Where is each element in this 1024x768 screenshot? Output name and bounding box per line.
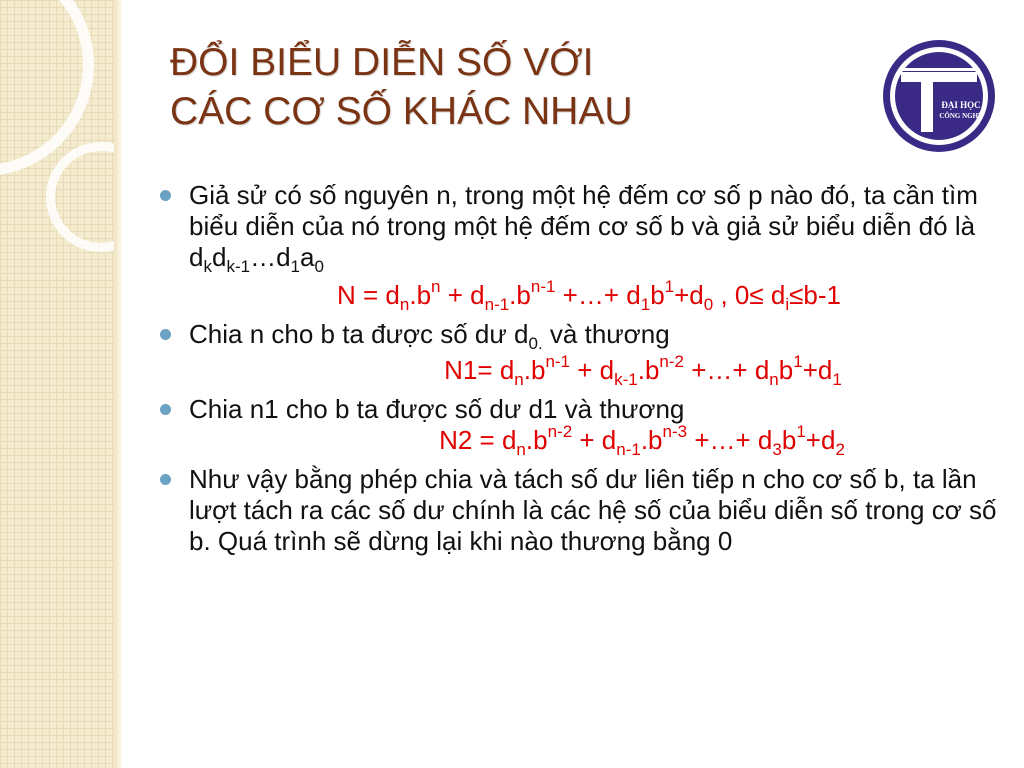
bullet-1-text-part: …d (250, 242, 291, 272)
bullet-2 (160, 319, 1016, 353)
formula-part: .b (509, 280, 531, 310)
formula-part: N = d (337, 280, 400, 310)
superscript: n-1 (530, 277, 556, 296)
formula-part: +d (802, 355, 833, 385)
logo-text-line-1: ĐẠI HỌC (941, 100, 981, 110)
formula-part: ≤b-1 (789, 280, 841, 310)
subscript: 1 (640, 295, 651, 314)
logo-text-line-2: CÔNG NGHỆ (939, 112, 983, 120)
formula-part: +d (805, 425, 836, 455)
formula-part: .b (409, 280, 432, 310)
formula-part: +…+ d (555, 280, 641, 310)
decorative-circle-small (46, 142, 122, 252)
subscript: k (203, 257, 212, 276)
superscript: n-2 (547, 422, 573, 441)
subscript: k-1 (226, 257, 251, 276)
bullet-1-text-part: d (211, 242, 227, 272)
bullet-2-text: Chia n cho b ta được số dư d (189, 319, 529, 349)
slide-content (160, 180, 1016, 564)
formula-part: .b (637, 355, 660, 385)
decorative-side-band (0, 0, 122, 768)
bullet-1-text-part: a (300, 242, 315, 272)
formula-n1 (160, 352, 1016, 389)
formula-part: + d (572, 425, 617, 455)
superscript: n-2 (659, 352, 684, 371)
subscript: n (514, 370, 524, 389)
slide-title (170, 38, 850, 136)
formula-part: N2 = d (439, 425, 517, 455)
subscript: 2 (835, 440, 845, 459)
formula-part: +…+ d (687, 425, 773, 455)
formula-part: b (781, 425, 797, 455)
bullet-3-text: Chia n1 cho b ta được số dư d1 và thương (189, 394, 685, 424)
formula-part: N1= d (444, 355, 515, 385)
subscript: n (399, 295, 410, 314)
subscript: n (769, 370, 779, 389)
formula-part: + d (440, 280, 485, 310)
bullet-4-text: Như vậy bằng phép chia và tách số dư liên tiếp n cho cơ số b, ta lần lượt tách ra các số dư chính là các hệ số của biểu diễn số trong cơ số b. Quá trình sẽ dừng lại khi nào thương bằng 0 (189, 464, 997, 556)
subscript: n (516, 440, 526, 459)
formula-n (160, 277, 1016, 314)
formula-part: +…+ d (684, 355, 770, 385)
formula-part: b (650, 280, 665, 310)
formula-part: .b (523, 355, 546, 385)
bullet-dot-icon (160, 404, 171, 415)
subscript: 3 (772, 440, 782, 459)
formula-part: b (778, 355, 794, 385)
bullet-2-text-tail: và thương (542, 319, 670, 349)
superscript: 1 (664, 277, 675, 296)
bullet-dot-icon (160, 190, 171, 201)
title-line-2: CÁC CƠ SỐ KHÁC NHAU (170, 90, 633, 133)
bullet-4 (160, 464, 1016, 557)
superscript: 1 (796, 422, 806, 441)
subscript: 0. (528, 334, 543, 353)
formula-part: , 0≤ d (713, 280, 786, 310)
superscript: n-3 (662, 422, 688, 441)
subscript: i (785, 295, 790, 314)
formula-part: .b (525, 425, 548, 455)
subscript: n-1 (616, 440, 641, 459)
band-edge (114, 0, 122, 768)
subscript: 1 (290, 257, 300, 276)
superscript: n-1 (545, 352, 571, 371)
formula-part: + d (570, 355, 615, 385)
bullet-dot-icon (160, 474, 171, 485)
bullet-1-text: Giả sử có số nguyên n, trong một hệ đếm cơ số p nào đó, ta cần tìm biểu diễn của nó trong một hệ đếm cơ số b và giả sử biểu diễn đó là d (189, 180, 978, 272)
formula-part: .b (640, 425, 663, 455)
formula-n2 (160, 422, 1016, 459)
superscript: 1 (793, 352, 803, 371)
bullet-dot-icon (160, 329, 171, 340)
university-logo-icon (881, 38, 997, 154)
title-line-1: ĐỔI BIỂU DIỄN SỐ VỚI (170, 41, 594, 84)
subscript: n-1 (484, 295, 510, 314)
subscript: 0 (314, 257, 324, 276)
subscript: 1 (832, 370, 842, 389)
bullet-3 (160, 394, 1016, 425)
subscript: k-1 (614, 370, 638, 389)
subscript: 0 (703, 295, 714, 314)
superscript: n (431, 277, 441, 296)
bullet-1 (160, 180, 1016, 276)
formula-part: +d (674, 280, 704, 310)
